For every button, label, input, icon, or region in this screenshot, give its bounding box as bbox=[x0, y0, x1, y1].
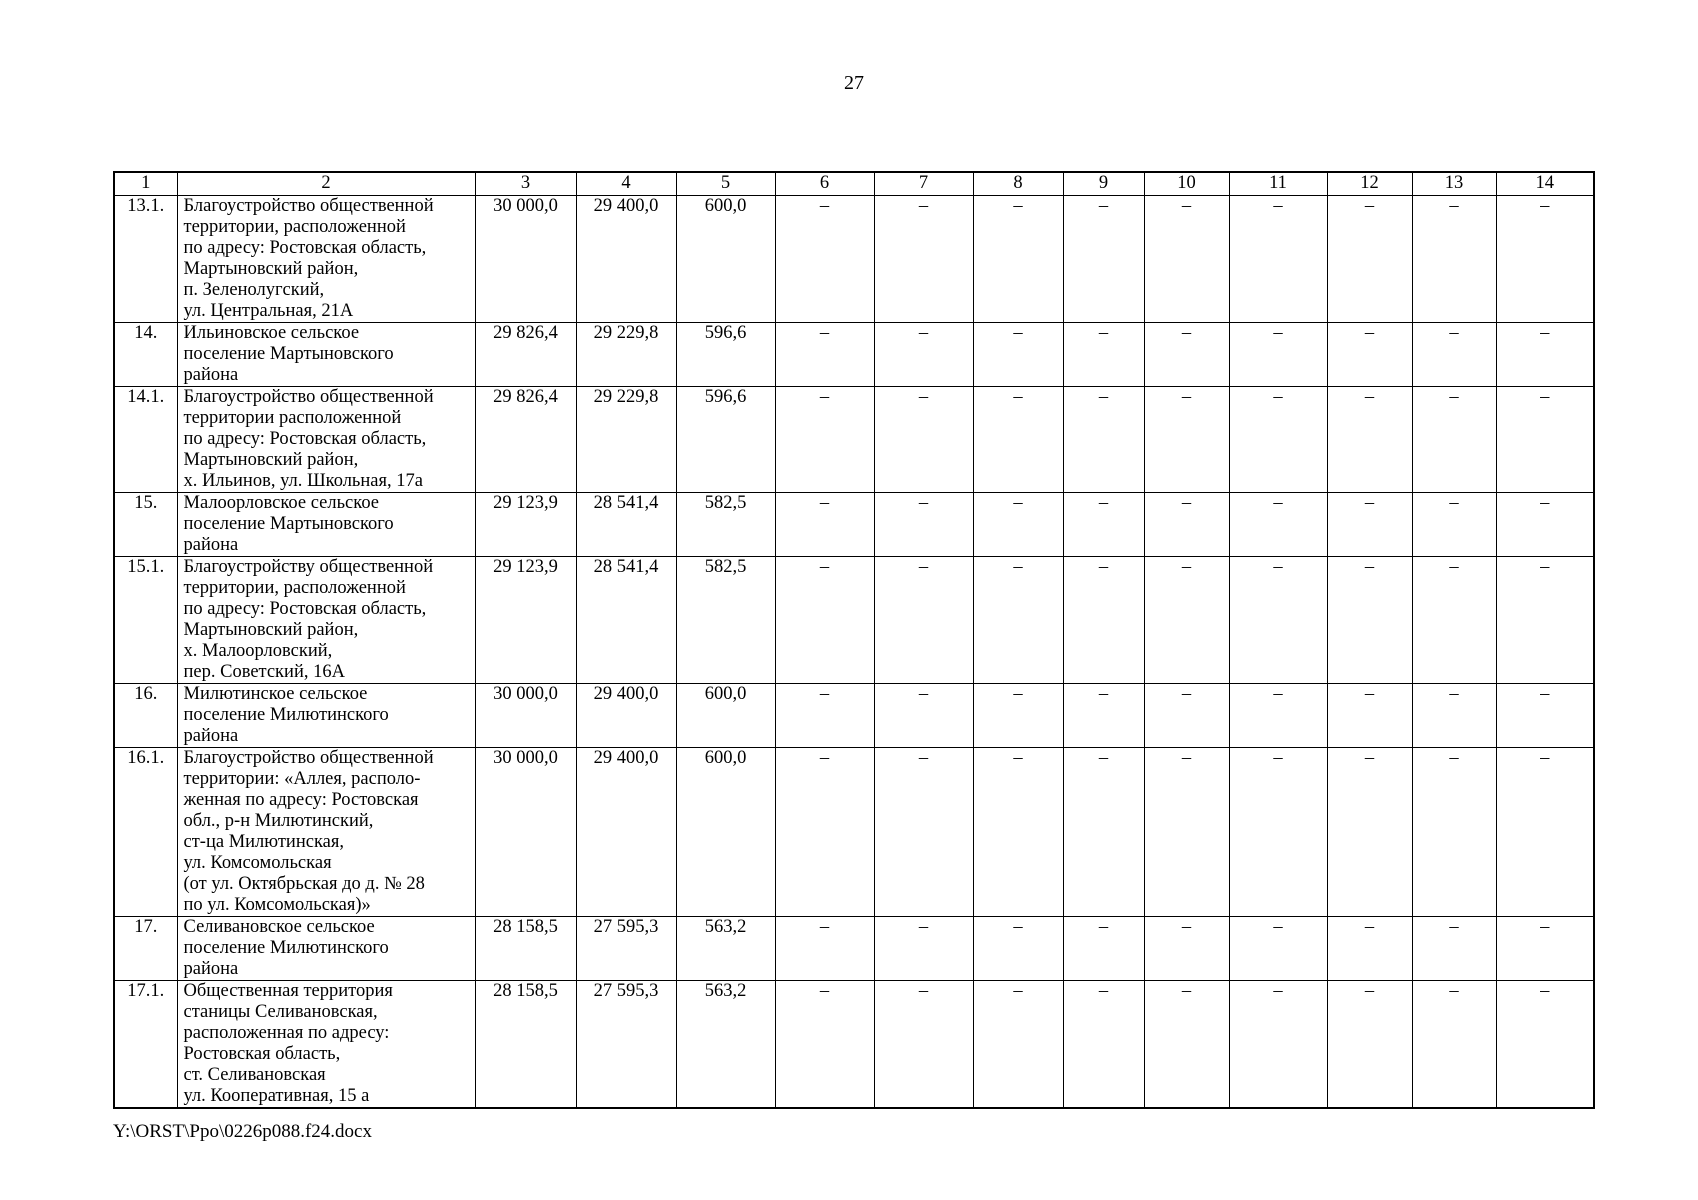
dash-cell-col10: – bbox=[1144, 981, 1229, 1109]
dash-cell-col8: – bbox=[973, 557, 1063, 684]
dash-cell-col9: – bbox=[1063, 981, 1144, 1109]
row-number-cell: 16.1. bbox=[114, 748, 177, 917]
dash-cell-col13: – bbox=[1412, 684, 1496, 748]
header-cell: 5 bbox=[676, 172, 775, 196]
dash-cell-col14: – bbox=[1496, 387, 1594, 493]
header-cell: 9 bbox=[1063, 172, 1144, 196]
dash-cell-col10: – bbox=[1144, 748, 1229, 917]
table-row bbox=[114, 493, 1594, 557]
dash-cell-col13: – bbox=[1412, 323, 1496, 387]
dash-cell-col7: – bbox=[874, 748, 973, 917]
row-name-cell: Благоустройство общественной территории: «Аллея, располо- женная по адресу: Ростовская обл., р-н Милютинский, ст-ца Милютинская, ул. Комсомольская (от ул. Октябрьская до д. № 28 по ул. Комсомольская)» bbox=[177, 748, 475, 917]
table-row bbox=[114, 323, 1594, 387]
row-number-cell: 15. bbox=[114, 493, 177, 557]
header-cell: 14 bbox=[1496, 172, 1594, 196]
dash-cell-col9: – bbox=[1063, 493, 1144, 557]
row-name-cell: Благоустройство общественной территории расположенной по адресу: Ростовская область, Мартыновский район, х. Ильинов, ул. Школьная, 17а bbox=[177, 387, 475, 493]
dash-cell-col7: – bbox=[874, 323, 973, 387]
header-cell: 6 bbox=[775, 172, 874, 196]
dash-cell-col10: – bbox=[1144, 387, 1229, 493]
dash-cell-col6: – bbox=[775, 981, 874, 1109]
dash-cell-col8: – bbox=[973, 323, 1063, 387]
value-cell-col4: 28 541,4 bbox=[576, 493, 676, 557]
header-cell: 4 bbox=[576, 172, 676, 196]
dash-cell-col13: – bbox=[1412, 981, 1496, 1109]
dash-cell-col6: – bbox=[775, 557, 874, 684]
dash-cell-col8: – bbox=[973, 981, 1063, 1109]
value-cell-col5: 600,0 bbox=[676, 684, 775, 748]
table-row bbox=[114, 387, 1594, 493]
dash-cell-col6: – bbox=[775, 323, 874, 387]
dash-cell-col8: – bbox=[973, 196, 1063, 323]
dash-cell-col13: – bbox=[1412, 387, 1496, 493]
value-cell-col3: 30 000,0 bbox=[475, 196, 576, 323]
header-cell: 3 bbox=[475, 172, 576, 196]
table-row bbox=[114, 557, 1594, 684]
row-number-cell: 14.1. bbox=[114, 387, 177, 493]
dash-cell-col9: – bbox=[1063, 917, 1144, 981]
dash-cell-col6: – bbox=[775, 684, 874, 748]
dash-cell-col14: – bbox=[1496, 493, 1594, 557]
dash-cell-col10: – bbox=[1144, 917, 1229, 981]
value-cell-col4: 29 400,0 bbox=[576, 684, 676, 748]
table-row bbox=[114, 981, 1594, 1109]
row-number-cell: 15.1. bbox=[114, 557, 177, 684]
dash-cell-col11: – bbox=[1229, 748, 1327, 917]
dash-cell-col11: – bbox=[1229, 323, 1327, 387]
dash-cell-col12: – bbox=[1327, 323, 1412, 387]
row-number-cell: 16. bbox=[114, 684, 177, 748]
header-cell: 7 bbox=[874, 172, 973, 196]
table-row bbox=[114, 196, 1594, 323]
dash-cell-col9: – bbox=[1063, 684, 1144, 748]
dash-cell-col10: – bbox=[1144, 196, 1229, 323]
dash-cell-col7: – bbox=[874, 196, 973, 323]
row-name-cell: Селивановское сельское поселение Милютинского района bbox=[177, 917, 475, 981]
value-cell-col5: 596,6 bbox=[676, 323, 775, 387]
row-name-cell: Милютинское сельское поселение Милютинского района bbox=[177, 684, 475, 748]
dash-cell-col14: – bbox=[1496, 748, 1594, 917]
dash-cell-col10: – bbox=[1144, 684, 1229, 748]
value-cell-col4: 28 541,4 bbox=[576, 557, 676, 684]
dash-cell-col12: – bbox=[1327, 748, 1412, 917]
dash-cell-col13: – bbox=[1412, 493, 1496, 557]
row-number-cell: 14. bbox=[114, 323, 177, 387]
value-cell-col3: 30 000,0 bbox=[475, 684, 576, 748]
header-cell: 2 bbox=[177, 172, 475, 196]
value-cell-col5: 596,6 bbox=[676, 387, 775, 493]
value-cell-col3: 28 158,5 bbox=[475, 917, 576, 981]
value-cell-col3: 30 000,0 bbox=[475, 748, 576, 917]
header-cell: 12 bbox=[1327, 172, 1412, 196]
header-cell: 13 bbox=[1412, 172, 1496, 196]
dash-cell-col8: – bbox=[973, 684, 1063, 748]
value-cell-col4: 27 595,3 bbox=[576, 917, 676, 981]
dash-cell-col14: – bbox=[1496, 981, 1594, 1109]
dash-cell-col7: – bbox=[874, 684, 973, 748]
dash-cell-col9: – bbox=[1063, 196, 1144, 323]
dash-cell-col14: – bbox=[1496, 917, 1594, 981]
dash-cell-col7: – bbox=[874, 387, 973, 493]
row-name-cell: Благоустройству общественной территории, расположенной по адресу: Ростовская область, Мартыновский район, х. Малоорловский, пер. Советский, 16А bbox=[177, 557, 475, 684]
file-path: Y:\ORST\Ppo\0226p088.f24.docx bbox=[113, 1121, 372, 1142]
page-number: 27 bbox=[844, 72, 864, 94]
header-cell: 11 bbox=[1229, 172, 1327, 196]
value-cell-col4: 27 595,3 bbox=[576, 981, 676, 1109]
dash-cell-col9: – bbox=[1063, 748, 1144, 917]
row-number-cell: 17.1. bbox=[114, 981, 177, 1109]
value-cell-col3: 28 158,5 bbox=[475, 981, 576, 1109]
dash-cell-col10: – bbox=[1144, 493, 1229, 557]
dash-cell-col6: – bbox=[775, 387, 874, 493]
row-name-cell: Благоустройство общественной территории, расположенной по адресу: Ростовская область, Мартыновский район, п. Зеленолугский, ул. Центральная, 21А bbox=[177, 196, 475, 323]
dash-cell-col9: – bbox=[1063, 557, 1144, 684]
header-row bbox=[114, 172, 1594, 196]
row-name-cell: Ильиновское сельское поселение Мартыновского района bbox=[177, 323, 475, 387]
dash-cell-col14: – bbox=[1496, 323, 1594, 387]
dash-cell-col11: – bbox=[1229, 493, 1327, 557]
row-name-cell: Общественная территория станицы Селивановская, расположенная по адресу: Ростовская область, ст. Селивановская ул. Кооперативная, 15 а bbox=[177, 981, 475, 1109]
value-cell-col3: 29 826,4 bbox=[475, 323, 576, 387]
dash-cell-col7: – bbox=[874, 557, 973, 684]
value-cell-col5: 582,5 bbox=[676, 557, 775, 684]
budget-table bbox=[113, 171, 1595, 1109]
value-cell-col5: 582,5 bbox=[676, 493, 775, 557]
dash-cell-col13: – bbox=[1412, 557, 1496, 684]
dash-cell-col9: – bbox=[1063, 387, 1144, 493]
dash-cell-col12: – bbox=[1327, 196, 1412, 323]
value-cell-col5: 563,2 bbox=[676, 981, 775, 1109]
value-cell-col5: 600,0 bbox=[676, 196, 775, 323]
dash-cell-col12: – bbox=[1327, 557, 1412, 684]
dash-cell-col11: – bbox=[1229, 684, 1327, 748]
header-cell: 8 bbox=[973, 172, 1063, 196]
value-cell-col3: 29 826,4 bbox=[475, 387, 576, 493]
table-body bbox=[114, 196, 1594, 1109]
dash-cell-col9: – bbox=[1063, 323, 1144, 387]
dash-cell-col11: – bbox=[1229, 557, 1327, 684]
dash-cell-col10: – bbox=[1144, 557, 1229, 684]
dash-cell-col11: – bbox=[1229, 917, 1327, 981]
dash-cell-col6: – bbox=[775, 196, 874, 323]
value-cell-col4: 29 400,0 bbox=[576, 196, 676, 323]
value-cell-col4: 29 400,0 bbox=[576, 748, 676, 917]
dash-cell-col8: – bbox=[973, 493, 1063, 557]
value-cell-col4: 29 229,8 bbox=[576, 387, 676, 493]
row-name-cell: Малоорловское сельское поселение Мартыновского района bbox=[177, 493, 475, 557]
row-number-cell: 13.1. bbox=[114, 196, 177, 323]
row-number-cell: 17. bbox=[114, 917, 177, 981]
dash-cell-col12: – bbox=[1327, 387, 1412, 493]
dash-cell-col12: – bbox=[1327, 684, 1412, 748]
value-cell-col5: 600,0 bbox=[676, 748, 775, 917]
value-cell-col4: 29 229,8 bbox=[576, 323, 676, 387]
table-row bbox=[114, 748, 1594, 917]
dash-cell-col7: – bbox=[874, 981, 973, 1109]
value-cell-col5: 563,2 bbox=[676, 917, 775, 981]
value-cell-col3: 29 123,9 bbox=[475, 493, 576, 557]
dash-cell-col10: – bbox=[1144, 323, 1229, 387]
table-row bbox=[114, 917, 1594, 981]
dash-cell-col14: – bbox=[1496, 684, 1594, 748]
table-row bbox=[114, 684, 1594, 748]
dash-cell-col8: – bbox=[973, 748, 1063, 917]
dash-cell-col12: – bbox=[1327, 493, 1412, 557]
dash-cell-col6: – bbox=[775, 748, 874, 917]
dash-cell-col11: – bbox=[1229, 981, 1327, 1109]
dash-cell-col11: – bbox=[1229, 196, 1327, 323]
dash-cell-col14: – bbox=[1496, 557, 1594, 684]
dash-cell-col6: – bbox=[775, 917, 874, 981]
dash-cell-col8: – bbox=[973, 917, 1063, 981]
dash-cell-col6: – bbox=[775, 493, 874, 557]
value-cell-col3: 29 123,9 bbox=[475, 557, 576, 684]
dash-cell-col7: – bbox=[874, 493, 973, 557]
dash-cell-col7: – bbox=[874, 917, 973, 981]
dash-cell-col13: – bbox=[1412, 748, 1496, 917]
dash-cell-col13: – bbox=[1412, 917, 1496, 981]
dash-cell-col12: – bbox=[1327, 981, 1412, 1109]
header-cell: 10 bbox=[1144, 172, 1229, 196]
dash-cell-col8: – bbox=[973, 387, 1063, 493]
header-cell: 1 bbox=[114, 172, 177, 196]
dash-cell-col14: – bbox=[1496, 196, 1594, 323]
dash-cell-col12: – bbox=[1327, 917, 1412, 981]
dash-cell-col13: – bbox=[1412, 196, 1496, 323]
dash-cell-col11: – bbox=[1229, 387, 1327, 493]
